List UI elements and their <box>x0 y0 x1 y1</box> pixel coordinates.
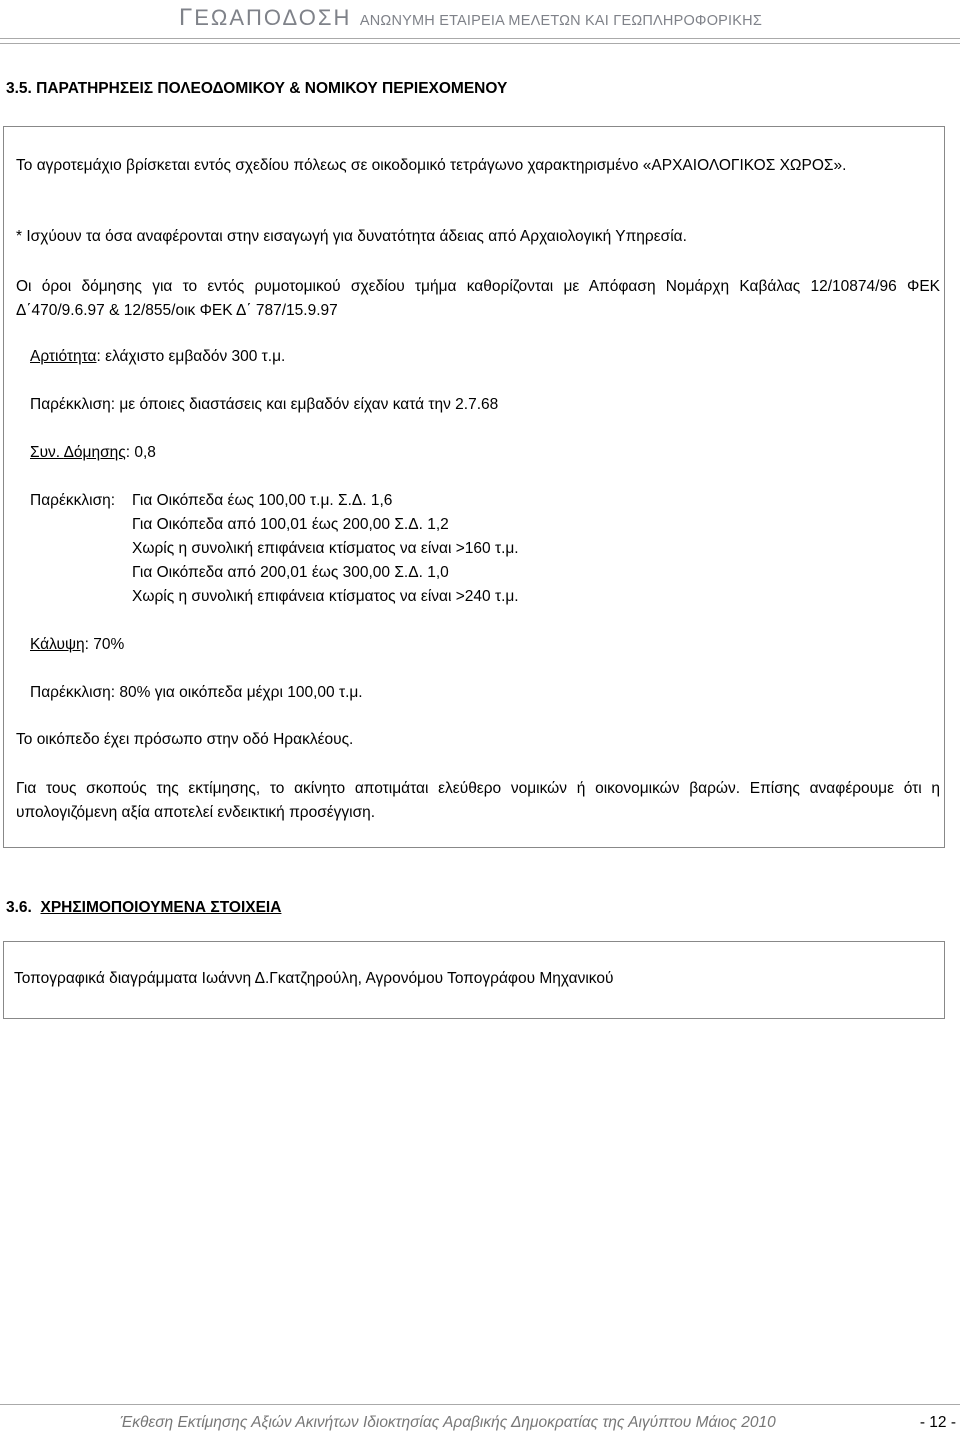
parekklisi-2-line: Χωρίς η συνολική επιφάνεια κτίσματος να είναι >240 τ.μ. <box>132 588 519 605</box>
parekklisi-2-label: Παρέκκλιση: <box>30 492 116 509</box>
page-number: - 12 - <box>919 1414 956 1431</box>
paragraph-sources: Τοπογραφικά διαγράμματα Ιωάννη Δ.Γκατζηρούλη, Αγρονόμου Τοπογράφου Μηχανικού <box>14 970 614 987</box>
paragraph-archaeology: * Ισχύουν τα όσα αναφέρονται στην εισαγωγή για δυνατότητα άδειας από Αρχαιολογική Υπηρεσία. <box>16 228 687 245</box>
header-rule-2 <box>0 43 960 44</box>
kalypsi-label: Κάλυψη <box>30 636 85 653</box>
artiotita-label: Αρτιότητα <box>30 348 97 365</box>
paragraph-frontage: Το οικόπεδο έχει πρόσωπο στην οδό Ηρακλέους. <box>16 731 354 748</box>
syn-label: Συν. <box>30 444 64 461</box>
paragraph-building-terms: Οι όροι δόμησης για το εντός ρυμοτομικού σχεδίου τμήμα καθορίζονται με Απόφαση Νομάρχη Καβάλας 12/10874/96 ΦΕΚ Δ΄470/9.6.97 & 12/855/οικ ΦΕΚ Δ΄ 787/15.9.97 <box>16 278 940 319</box>
parekklisi-2-line: Χωρίς η συνολική επιφάνεια κτίσματος να είναι >160 τ.μ. <box>132 540 519 557</box>
parekklisi-2-line: Για Οικόπεδα από 100,01 έως 200,00 Σ.Δ. 1,2 <box>132 516 449 533</box>
syntelestis-line <box>30 444 156 462</box>
page-header <box>179 4 762 32</box>
kalypsi-line <box>30 636 124 654</box>
company-subtitle: ΑΝΩΝΥΜΗ ΕΤΑΙΡΕΙΑ ΜΕΛΕΤΩΝ ΚΑΙ ΓΕΩΠΛΗΡΟΦΟΡΙΚΗΣ <box>359 13 762 29</box>
parekklisi-3: Παρέκκλιση: 80% για οικόπεδα μέχρι 100,00 τ.μ. <box>30 684 363 701</box>
section-3-5-box <box>3 126 945 848</box>
kalypsi-value: : 70% <box>84 636 125 653</box>
section-3-6-box <box>3 941 945 1019</box>
company-brand: ΓΕΩΑΠΟΔΟΣΗ <box>178 4 352 31</box>
artiotita-line <box>30 348 285 366</box>
section-title-text: ΧΡΗΣΙΜΟΠΟΙΟΥΜΕΝΑ ΣΤΟΙΧΕΙΑ <box>40 899 282 916</box>
paragraph-location: Το αγροτεμάχιο βρίσκεται εντός σχεδίου πόλεως σε οικοδομικό τετράγωνο χαρακτηρισμένο «ΑΡΧΑΙΟΛΟΓΙΚΟΣ ΧΩΡΟΣ». <box>16 157 847 174</box>
parekklisi-2-line: Για Οικόπεδα έως 100,00 τ.μ. Σ.Δ. 1,6 <box>132 492 393 509</box>
parekklisi-2-line: Για Οικόπεδα από 200,01 έως 300,00 Σ.Δ. 1,0 <box>132 564 449 581</box>
artiotita-value: : ελάχιστο εμβαδόν 300 τ.μ. <box>96 348 286 365</box>
footer-text: Έκθεση Εκτίμησης Αξιών Ακινήτων Ιδιοκτησίας Αραβικής Δημοκρατίας της Αιγύπτου Μάιος 2010 <box>120 1414 776 1431</box>
section-title-3-6 <box>6 899 281 917</box>
domisis-label: Δόμησης <box>63 444 126 461</box>
header-rule <box>0 38 960 39</box>
section-title-3-5: 3.5. ΠΑΡΑΤΗΡΗΣΕΙΣ ΠΟΛΕΟΔΟΜΙΚΟΥ & ΝΟΜΙΚΟΥ ΠΕΡΙΕΧΟΜΕΝΟΥ <box>6 80 508 97</box>
parekklisi-1: Παρέκκλιση: με όποιες διαστάσεις και εμβαδόν είχαν κατά την 2.7.68 <box>30 396 499 413</box>
domisis-value: : 0,8 <box>125 444 156 461</box>
paragraph-valuation-note: Για τους σκοπούς της εκτίμησης, το ακίνητο αποτιμάται ελεύθερο νομικών ή οικονομικών βαρών. Επίσης αναφέρουμε ότι η υπολογιζόμενη αξία αποτελεί ενδεικτική προσέγγιση. <box>16 780 940 821</box>
footer-rule <box>0 1404 960 1405</box>
section-number: 3.6. <box>6 899 32 916</box>
